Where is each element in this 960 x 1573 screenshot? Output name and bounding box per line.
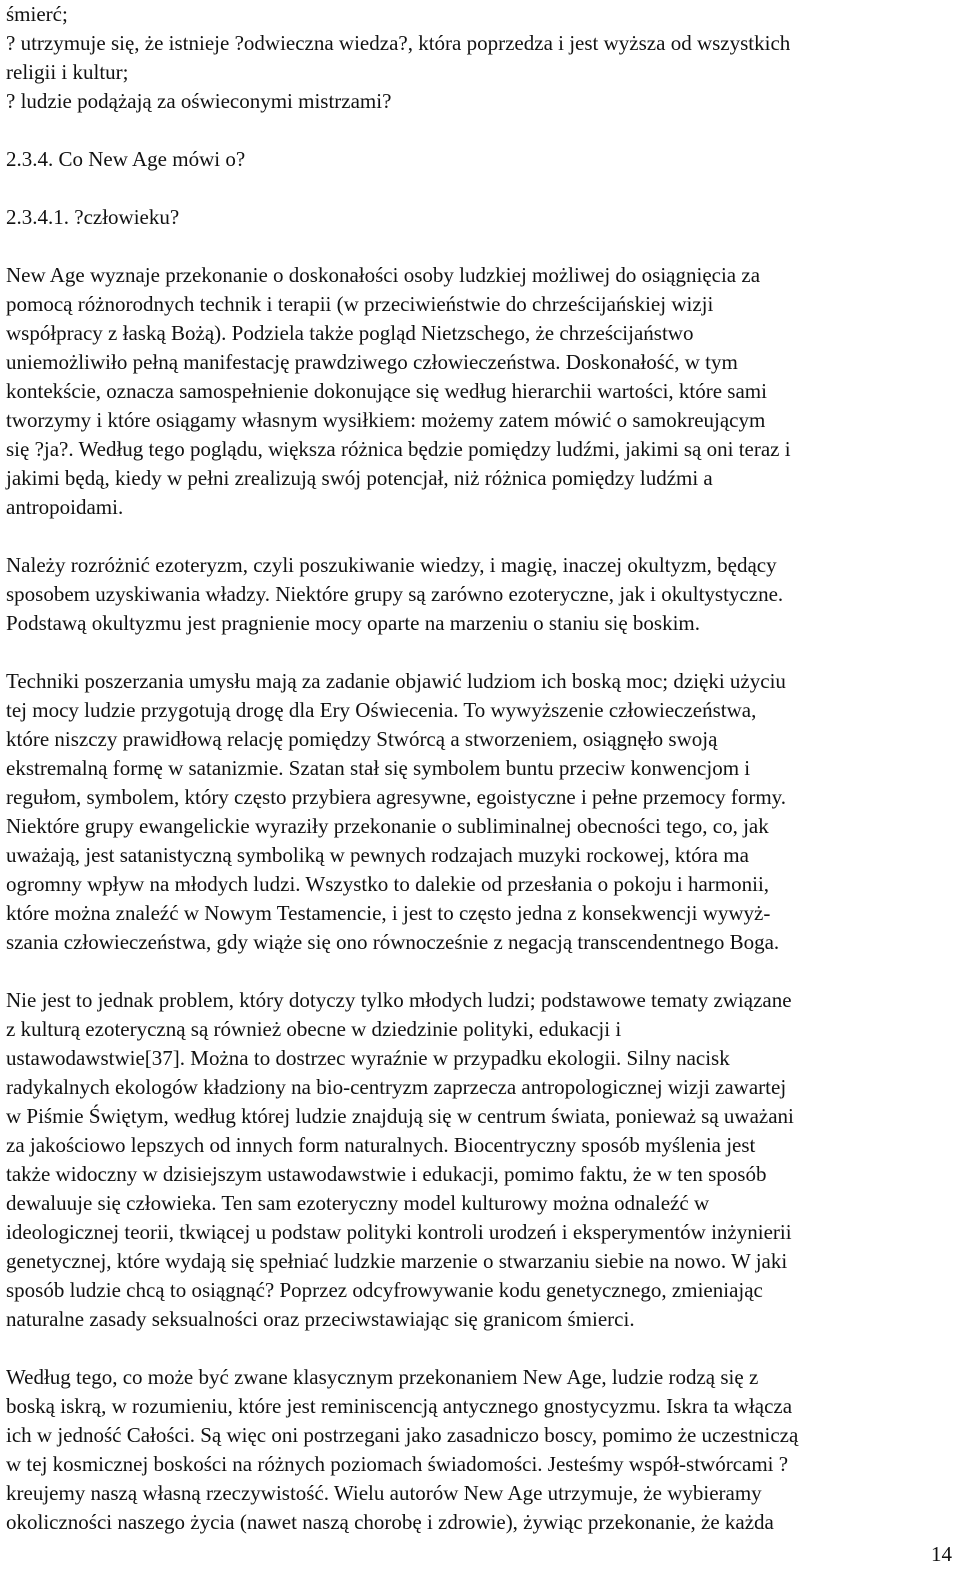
text-line: kreujemy naszą własną rzeczywistość. Wielu autorów New Age utrzymuje, że wybieramy (6, 1481, 762, 1505)
intro-block (6, 0, 952, 116)
text-line: z kulturą ezoteryczną są również obecne w dziedzinie polityki, edukacji i (6, 1017, 622, 1041)
text-line: także widoczny w dzisiejszym ustawodawstwie i edukacji, pomimo faktu, że w ten sposób (6, 1162, 767, 1186)
section-heading: 2.3.4. Co New Age mówi o? (6, 147, 246, 171)
paragraph (6, 1363, 952, 1537)
text-line: ich w jedność Całości. Są więc oni postrzegani jako zasadniczo boscy, pomimo że uczestniczą (6, 1423, 799, 1447)
paragraph (6, 986, 952, 1334)
text-line: ustawodawstwie[37]. Można to dostrzec wyraźnie w przypadku ekologii. Silny nacisk (6, 1046, 730, 1070)
text-line: genetycznej, które wydają się spełniać ludzkie marzenie o stwarzaniu siebie na nowo. W jaki (6, 1249, 788, 1273)
text-line: ekstremalną formę w satanizmie. Szatan stał się symbolem buntu przeciw konwencjom i (6, 756, 751, 780)
text-line: Niektóre grupy ewangelickie wyraziły przekonanie o subliminalnej obecności tego, co, jak (6, 814, 769, 838)
text-line: ogromny wpływ na młodych ludzi. Wszystko to dalekie od przesłania o pokoju i harmonii, (6, 872, 770, 896)
text-line: uważają, jest satanistyczną symboliką w pewnych rodzajach muzyki rockowej, która ma (6, 843, 749, 867)
text-line: Techniki poszerzania umysłu mają za zadanie objawić ludziom ich boską moc; dzięki użyciu (6, 669, 786, 693)
text-line: sposobem uzyskiwania władzy. Niektóre grupy są zarówno ezoteryczne, jak i okultystyczne. (6, 582, 784, 606)
text-line: jakimi będą, kiedy w pełni zrealizują swój potencjał, niż różnica pomiędzy ludźmi a (6, 466, 713, 490)
text-line: tworzymy i które osiągamy własnym wysiłkiem: możemy zatem mówić o samokreującym (6, 408, 766, 432)
paragraph (6, 667, 952, 957)
text-line: Podstawą okultyzmu jest pragnienie mocy oparte na marzeniu o staniu się boskim. (6, 611, 701, 635)
text-line: kontekście, oznacza samospełnienie dokonujące się według hierarchii wartości, które sami (6, 379, 767, 403)
text-line: szania człowieczeństwa, gdy wiąże się ono równocześnie z negacją transcendentnego Boga. (6, 930, 780, 954)
text-line: Według tego, co może być zwane klasycznym przekonaniem New Age, ludzie rodzą się z (6, 1365, 759, 1389)
text-line: które niszczy prawidłową relację pomiędzy Stwórcą a stworzeniem, osiągnęło swoją (6, 727, 718, 751)
text-line: ideologicznej teorii, tkwiącej u podstaw polityki kontroli urodzeń i eksperymentów inżynierii (6, 1220, 792, 1244)
text-line: okoliczności naszego życia (nawet naszą chorobę i zdrowie), żywiąc przekonanie, że każda (6, 1510, 774, 1534)
text-line: które można znaleźć w Nowym Testamencie, i jest to często jedna z konsekwencji wywyż- (6, 901, 771, 925)
text-line: się ?ja?. Według tego poglądu, większa różnica będzie pomiędzy ludźmi, jakimi są oni teraz i (6, 437, 791, 461)
text-line: w tej kosmicznej boskości na różnych poziomach świadomości. Jesteśmy współ-stwórcami ? (6, 1452, 789, 1476)
text-line: boską iskrą, w rozumieniu, które jest reminiscencją antycznego gnostycyzmu. Iskra ta włącza (6, 1394, 793, 1418)
text-line: naturalne zasady seksualności oraz przeciwstawiając się granicom śmierci. (6, 1307, 635, 1331)
text-line: radykalnych ekologów kładziony na bio-centryzm zaprzecza antropologicznej wizji zawartej (6, 1075, 787, 1099)
page-number: 14 (931, 1542, 952, 1566)
text-line: za jakościowo lepszych od innych form naturalnych. Biocentryczny sposób myślenia jest (6, 1133, 756, 1157)
text-line: antropoidami. (6, 495, 124, 519)
text-line: ? utrzymuje się, że istnieje ?odwieczna wiedza?, która poprzedza i jest wyższa od wszystkich (6, 31, 791, 55)
document-page (6, 0, 952, 1537)
text-line: sposób ludzie chcą to osiągnąć? Poprzez odcyfrowywanie kodu genetycznego, zmieniając (6, 1278, 763, 1302)
text-line: tej mocy ludzie przygotują drogę dla Ery Oświecenia. To wywyższenie człowieczeństwa, (6, 698, 757, 722)
text-line: Należy rozróżnić ezoteryzm, czyli poszukiwanie wiedzy, i magię, inaczej okultyzm, będący (6, 553, 777, 577)
text-line: regułom, symbolem, który często przybiera agresywne, egoistyczne i pełne przemocy formy. (6, 785, 787, 809)
text-line: New Age wyznaje przekonanie o doskonałości osoby ludzkiej możliwej do osiągnięcia za (6, 263, 761, 287)
text-line: dewaluuje się człowieka. Ten sam ezoteryczny model kulturowy można odnaleźć w (6, 1191, 710, 1215)
text-line: religii i kultur; (6, 60, 129, 84)
text-line: Nie jest to jednak problem, który dotyczy tylko młodych ludzi; podstawowe tematy związane (6, 988, 792, 1012)
paragraph (6, 261, 952, 522)
text-line: pomocą różnorodnych technik i terapii (w przeciwieństwie do chrześcijańskiej wizji (6, 292, 714, 316)
paragraph (6, 551, 952, 638)
text-line: w Piśmie Świętym, według której ludzie znajdują się w centrum świata, ponieważ są uważani (6, 1104, 794, 1128)
text-line: śmierć; (6, 2, 68, 26)
subsection-heading: 2.3.4.1. ?człowieku? (6, 205, 180, 229)
text-line: ? ludzie podążają za oświeconymi mistrzami? (6, 89, 392, 113)
text-line: uniemożliwiło pełną manifestację prawdziwego człowieczeństwa. Doskonałość, w tym (6, 350, 738, 374)
text-line: współpracy z łaską Bożą). Podziela także pogląd Nietzschego, że chrześcijaństwo (6, 321, 694, 345)
